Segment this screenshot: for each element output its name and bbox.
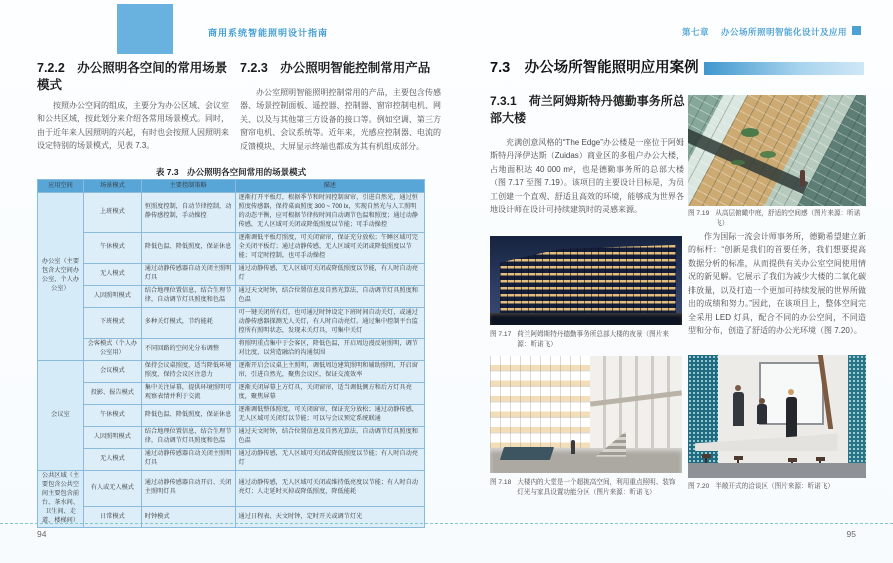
table-row <box>38 192 425 232</box>
table-cell-strategy: 通过动静传感器自动关闭主照明灯具 <box>141 448 235 470</box>
table-cell-strategy: 保持会议桌照度，适当降低环境照度，保持会议区注意力 <box>141 360 235 382</box>
table-cell-mode: 无人模式 <box>83 448 141 470</box>
person-silhouette <box>571 440 575 454</box>
stool-graphic <box>702 454 711 458</box>
figure-7-18-caption <box>490 478 682 498</box>
table-row <box>38 232 425 263</box>
chapter-title: 办公场所照明智能化设计及应用 <box>720 27 847 37</box>
header-accent-square <box>117 4 173 54</box>
floor-graphic <box>688 463 866 478</box>
facade-mullions-graphic <box>500 245 677 314</box>
section-7-3-1-heading: 7.3.1 荷兰阿姆斯特丹德勤事务所总部大楼 <box>490 94 685 125</box>
table-cell-description: 通过天文时钟，结合位置信息及自然光算法，自动调节灯具照度和色温 <box>235 285 424 307</box>
table-cell-strategy: 时钟模式 <box>141 506 235 528</box>
heading-gradient-bar <box>704 62 864 75</box>
right-running-head <box>682 26 847 38</box>
figure-7-17-caption <box>490 330 682 350</box>
table-cell-strategy: 通过动静传感器自动开启、关闭主照明灯具 <box>141 470 235 506</box>
section-7-3-1-paragraph: 充满创意风格的“The Edge”办公楼是一座位于阿姆斯特丹泽伊达斯（Zuidas）商业区的多租户办公大楼，占地面积达 40 000 m²，也是德勤事务所的总部大楼（图 7.17 至图 7.19）。该项目的主要设计目标是，为员工创建一个直观、舒适且高效的环境，能够成为世界各地设计师在设计可持续建筑时的灵感来源。 <box>490 138 684 215</box>
table-cell-strategy: 降低色温、降低照度，保证休息 <box>141 232 235 263</box>
table-cell-strategy: 通过动静传感器自动关闭主照明灯具 <box>141 263 235 285</box>
section-7-2-3-paragraph: 办公室照明智能照明控制常用的产品，主要包含传感器、场景控制面板、遥控器、控制器、窗帘控制电机、网关、以及与其他第三方设备的接口等。例如空调、第三方窗帘电机、会议系统等。近年来，光感应控制器、电流的反馈模块、大屏显示终端也都成为其有机组成部分。 <box>240 88 441 151</box>
table-row <box>38 307 425 338</box>
person-silhouette <box>800 170 805 186</box>
atrium-mullions-graphic <box>490 356 590 448</box>
table-cell-description: 通过动静传感，无人区域可关闭或维持低亮度以节能；有人时自动亮灯；人走延时灭掉或降低照度，降低能耗 <box>235 470 424 506</box>
page-number-left: 94 <box>37 529 47 539</box>
col-header-mode: 场景模式 <box>83 180 141 193</box>
person-silhouette <box>757 404 767 424</box>
table-cell-description: 通过动静传感，无人区域可关闭或降低照度以节能，有人时自动亮灯 <box>235 263 424 285</box>
figure-7-20-photo-meeting-area <box>688 355 866 478</box>
table-cell-description: 逐渐打开平板灯，根据季节和时间控制窗帘，引进自然光，通过恒照度传感器，保持桌面照度 300 ~ 700 lx，实现自然光与人工照明的动态平衡，应可根据节律按时间自动调节色温和照度；通过动静传感，无人区域可关闭或降低照度以节能；可手动操控 <box>235 192 424 232</box>
section-7-3-1-paragraph-2: 作为国际一流会计师事务所，德勤希望建立新的标杆：“创新是我们的首要任务，我们想要提高数据分析的标准，从而提供有关办公室空间使用情况的新见解。它展示了我们为减少大楼的二氧化碳排放量，以及打造一个更加可持续发展的世界所做出的成绩和努力。”因此，在该项目上，整体空间完全采用 LED 灯具，配合不同的办公空间，不同造型和分布，创造了舒适的办公光环境（图 7.20）。 <box>688 232 866 336</box>
plaza-graphic <box>490 313 682 325</box>
table-cell-strategy: 降低色温、降低照度，保证休息 <box>141 404 235 426</box>
table-cell-mode: 会议模式 <box>83 360 141 382</box>
table-cell-mode: 人因照明模式 <box>83 285 141 307</box>
table-cell-mode: 午休模式 <box>83 232 141 263</box>
figure-7-17-photo-building-night <box>490 236 682 325</box>
figure-7-19-photo-atrium-overhead <box>688 95 866 206</box>
table-cell-mode: 下班模式 <box>83 307 141 338</box>
table-cell-mode: 投影、报告模式 <box>83 382 141 404</box>
table-cell-space: 办公室（主要包含大空间办公室、个人办公室） <box>38 192 84 360</box>
figure-caption-text: 从高层俯瞰中庭，舒适的空间感（图片来源：昕诺飞） <box>715 210 861 227</box>
table-row <box>38 360 425 382</box>
table-cell-description: 通过天文时钟，结合位置信息及自然光算法，自动调节灯具照度和色温 <box>235 426 424 448</box>
table-cell-mode: 日常模式 <box>83 506 141 528</box>
table-row <box>38 470 425 506</box>
table-header-row <box>38 180 425 193</box>
person-head <box>735 385 741 391</box>
table-cell-mode: 上班模式 <box>83 192 141 232</box>
table-cell-mode: 人因照明模式 <box>83 426 141 448</box>
table-cell-description: 逐渐调低平板灯照度，可关闭窗帘，保证充分放松；午睡区域可完全关闭平板灯；通过动静传感，无人区域可关闭或降低照度以节能；可定时控制，也可手动操控 <box>235 232 424 263</box>
table-cell-space: 会议室 <box>38 360 84 470</box>
chapter-label: 第七章 <box>681 27 709 37</box>
figure-label: 图 7.18 <box>490 479 512 486</box>
table-cell-strategy: 结合地理位置信息，结合生理节律，自动调节灯具照度和色温 <box>141 285 235 307</box>
table-row <box>38 426 425 448</box>
col-header-strategy: 主要控制策略 <box>141 180 235 193</box>
table-row <box>38 285 425 307</box>
table-row <box>38 338 425 360</box>
col-header-space: 应用空间 <box>38 180 84 193</box>
figure-label: 图 7.20 <box>688 483 710 490</box>
table-cell-description: 通过动静传感，无人区域可关闭或降低照度以节能；有人时自动亮灯 <box>235 448 424 470</box>
figure-caption-text: 半敞开式的洽谈区（图片来源：昕诺飞） <box>715 483 834 490</box>
page-number-right: 95 <box>846 529 856 539</box>
table-cell-strategy: 集中关注屏幕，提供环境照明可观察表情并利于交流 <box>141 382 235 404</box>
figure-caption-text: 荷兰阿姆斯特丹德勤事务所总部大楼的夜景（图片来源：昕诺飞） <box>517 331 669 348</box>
table-caption: 表 7.3 办公照明各空间常用的场景模式 <box>155 167 307 177</box>
table-cell-mode: 无人模式 <box>83 263 141 285</box>
stool-graphic <box>734 456 743 460</box>
table-cell-strategy: 多种关灯模式，节约能耗 <box>141 307 235 338</box>
col-header-description: 描述 <box>235 180 424 193</box>
table-cell-mode: 午休模式 <box>83 404 141 426</box>
section-7-2-2-heading: 7.2.2 办公照明各空间的常用场景模式 <box>37 61 228 92</box>
figure-label: 图 7.17 <box>490 331 512 338</box>
person-silhouette <box>786 397 797 441</box>
scene-mode-table <box>37 179 425 528</box>
figure-7-20-caption <box>688 482 866 492</box>
figure-7-18-photo-lobby-atrium <box>490 356 682 473</box>
table-row <box>38 404 425 426</box>
perforated-panel-right <box>848 355 866 478</box>
table-cell-description: 逐渐关闭屏幕上方灯具，关闭窗帘，适当调低侧方和后方灯具亮度，聚焦屏幕 <box>235 382 424 404</box>
section-7-3-heading: 7.3 办公场所智能照明应用案例 <box>490 60 699 76</box>
table-cell-strategy: 恒照度控制，自动节律控制，动静传感控制，手动操控 <box>141 192 235 232</box>
footer-dotted-divider <box>0 523 893 524</box>
table-cell-strategy: 结合地理位置信息，结合生理节律，自动调节灯具照度和色温 <box>141 426 235 448</box>
table-cell-mode: 会客模式（个人办公室用） <box>83 338 141 360</box>
table-cell-description: 逐渐调低整体照度，可关闭窗帘，保证充分放松；通过动静传感，无人区域可关闭灯以节能；可以与会议预定系统联通 <box>235 404 424 426</box>
section-7-2-2-paragraph: 按照办公空间的组成，主要分为办公区域、会议室和公共区域，按此划分来介绍各常用场景模式。同时，由于近年来人因照明的兴起，有时也会按照人因照明来设定特别的场景模式，见表 7.3。 <box>37 101 229 151</box>
lobby-sofa-graphic <box>499 447 553 460</box>
table-row <box>38 506 425 528</box>
figure-7-19-caption <box>688 209 866 229</box>
person-silhouette <box>733 392 744 426</box>
table-cell-space: 公共区域（主要包含公共空间主要包含前台、茶水间、卫生间、走道、楼梯间） <box>38 470 84 528</box>
stool-graphic <box>788 458 797 462</box>
section-7-2-3-heading: 7.2.3 办公照明智能控制常用产品 <box>240 61 431 75</box>
table-cell-description: 将照明重点集中于会客区，降低色温，开启周边漫反射照明，调节对比度，以营造融洽的沟通氛围 <box>235 338 424 360</box>
table-cell-description: 可一键关闭所有灯，也可通过时钟设定下班时间自动关灯，或通过动静传感器探测无人关灯，有人时自动亮灯。通过集中控制平台监控所有照明状态，发现未关灯具，可集中关灯 <box>235 307 424 338</box>
table-row <box>38 263 425 285</box>
stool-graphic <box>816 457 825 461</box>
table-cell-description: 逐渐开启会议桌上主照明，调低周边建筑照明和辅助照明，开启窗帘，引进自然光，聚焦会议区，保证交流效率 <box>235 360 424 382</box>
table-cell-strategy: 不同回路的空间光分布调整 <box>141 338 235 360</box>
left-running-head: 商用系统智能照明设计指南 <box>208 28 329 38</box>
figure-caption-text: 大楼内的大堂是一个超挑高空间，利用重点照明、装饰灯光与家具设置功能分区（图片来源：昕诺飞） <box>517 479 676 496</box>
figure-label: 图 7.19 <box>688 210 710 217</box>
table-row <box>38 448 425 470</box>
table-row <box>38 382 425 404</box>
table-cell-description: 通过日程表、天文时钟，定时开关或调节灯光 <box>235 506 424 528</box>
table-cell-mode: 有人或无人模式 <box>83 470 141 506</box>
header-accent-square-small <box>852 26 861 35</box>
